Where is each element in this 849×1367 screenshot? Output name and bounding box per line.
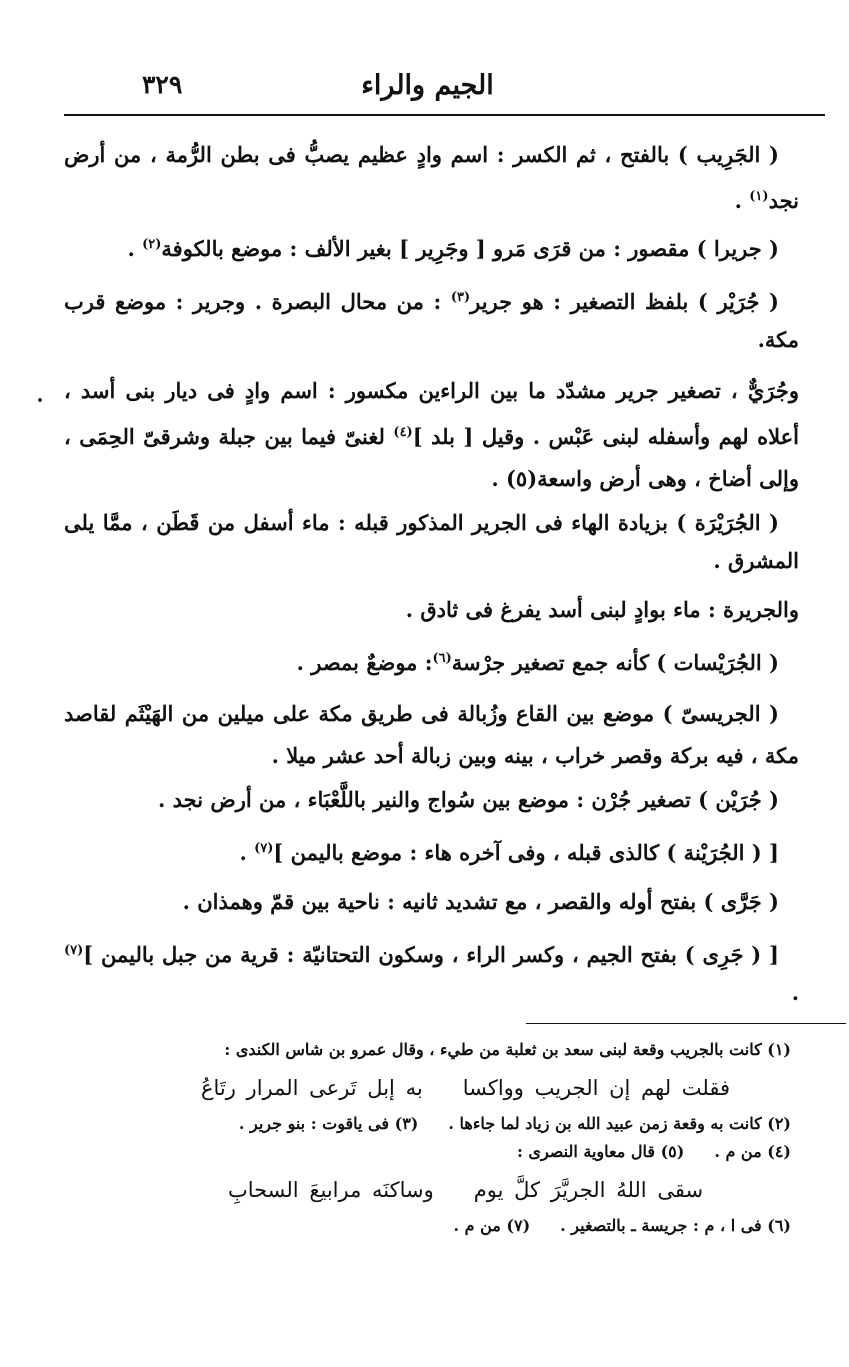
entry-juraysat: ( الجُرَيْسات ) كأنه جمع تصغير جرْسة$^{(٦)}$: موضعٌ بمصر .	[296, 650, 779, 675]
footnote-rule	[526, 1023, 846, 1024]
header-rule	[64, 114, 825, 116]
page-number: ٣٢٩	[142, 70, 183, 99]
entry-jarira-water: والجريرة : ماء بوادٍ لبنى أسد يفرغ فى ثادق .	[405, 597, 799, 622]
entry-jarib: ( الجَرِيب ) بالفتح ، ثم الكسر : اسم وادٍ عظيم يصبُّ فى بطن الرُّمة ، من أرض نجد$^{(١)}$ .	[64, 142, 799, 213]
footnote-7: (٧) من م .	[453, 1216, 531, 1235]
footnote-row-6-7	[140, 1212, 791, 1240]
page-header	[64, 66, 791, 110]
entry-jarra: ( جَرَّى ) بفتح أوله والقصر ، مع تشديد ثانيه : ناحية بين قمّ وهمذان .	[182, 889, 779, 914]
entry-jurayra: ( الجُرَيْرَة ) بزيادة الهاء فى الجرير المذكور قبله : ماء أسفل من قَطَن ، ممَّا يلى المشرق .	[64, 510, 799, 573]
footnote-5: (٥) قال معاوية النصرى :	[516, 1142, 685, 1161]
verse-2: سقى اللهُ الجريَّرَ كلَّ يوموساكنَه مرابيعَ السحابِ	[227, 1178, 704, 1202]
running-title: الجيم والراء	[361, 70, 494, 101]
entry-jurayn: ( جُرَيْن ) تصغير جُرْن : موضع بين سُواج والنير باللَّعْبَاء ، من أرض نجد .	[158, 787, 779, 812]
main-text	[64, 134, 799, 1023]
entry-juray-cont: وجُرَيٌّ ، تصغير جرير مشدّد ما بين الراءين مكسور : اسم وادٍ فى ديار بنى أسد ، أعلاه لهم وأسفله لبنى عَبْس . وقيل [ بلد ]$^{(٤)}$ لغنىّ فيما بين جبلة وشرقىّ الحِمَى ، وإلى أضاخ ، وهى أرض واسعة(٥) .	[64, 378, 800, 491]
margin-dot	[38, 398, 42, 402]
footnote-row-4-5	[140, 1138, 791, 1166]
entry-jari: [ ( جَرِى ) بفتح الجيم ، وكسر الراء ، وسكون التحتانيّة : قرية من جبل باليمن ]$^{(٧)}$ .	[64, 942, 799, 1005]
footnote-4: (٤) من م .	[714, 1142, 791, 1161]
entry-juray: ( جُرَيْر ) بلفظ التصغير : هو جرير$^{(٣)}$ : من محال البصرة . وجرير : موضع قرب مكة.	[64, 289, 799, 352]
footnote-1: (١) كانت بالجريب وقعة لبنى سعد بن ثعلبة من طيء ، وقال عمرو بن شاس الكندى :	[224, 1040, 791, 1059]
entry-jurisi: ( الجريسىّ ) موضع بين القاع وزُبالة فى طريق مكة على ميلين من الهَيْثَم لقاصد مكة ، فيه بركة وقصر خراب ، بينه وبين زبالة أحد عشر ميلا .	[64, 701, 799, 768]
footnote-6: (٦) فى ا ، م : جريسة ـ بالتصغير .	[560, 1216, 791, 1235]
footnotes	[140, 1036, 791, 1240]
entry-jarira: ( جريرا ) مقصور : من قرَى مَرو [ وجَرِير ] بغير الألف : موضع بالكوفة$^{(٢)}$ .	[127, 236, 779, 261]
footnote-2: (٢) كانت به وقعة زمن عبيد الله بن زياد لما جاءها .	[448, 1114, 791, 1133]
verse-1: فقلت لهم إن الجريب وواكسابه إبل تَرعى المرار رتَاعُ	[200, 1076, 731, 1100]
entry-juraynah: [ ( الجُرَيْنة ) كالذى قبله ، وفى آخره هاء : موضع باليمن ]$^{(٧)}$ .	[239, 840, 779, 865]
footnote-row-2-3	[140, 1110, 791, 1138]
footnote-3: (٣) فى ياقوت : بنو جرير .	[238, 1114, 419, 1133]
